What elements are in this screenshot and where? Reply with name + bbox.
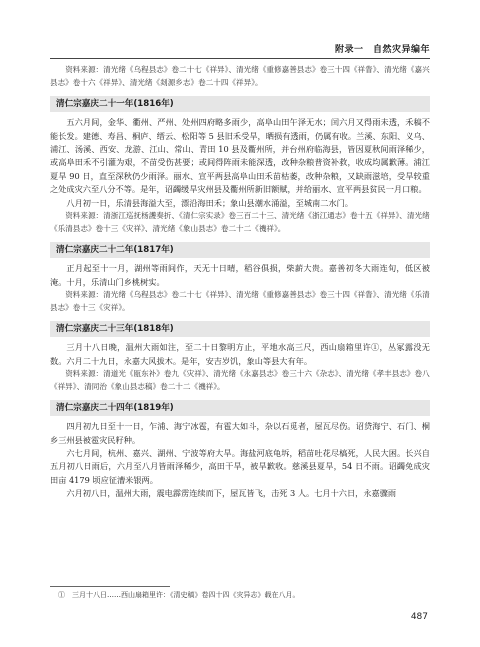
section-title: 清仁宗嘉庆二十二年(1817年) bbox=[50, 242, 430, 258]
section-title: 清仁宗嘉庆二十四年(1819年) bbox=[50, 400, 430, 416]
paragraph: 五六月间，金华、衢州、严州、处州四府略多雨少，高阜山田午泽无水；闰六月又得雨未透，禾稿不能长发。建德、寿昌、桐庐、缙云、松阳等 5 县旧禾受旱，晒损有透雨，仍属有收。兰溪、东阳、义乌、浦江、汤溪、西安、龙游、江山、常山、青田 10 县及衢州所，并台州府临海县，皆因夏秋间雨泽稀少，或高阜田禾不引灌为艰，不苗受伤甚要；或间得阵雨未能深透，改种杂粮普资补救，收成均属歉薄。浦江夏旱 90 日，直至深秋仍少雨泽。丽水、宣平两县高阜山田禾苗枯萎，改种杂粮，又缺雨滋培，受旱较重之处成灾六至八分不等。是年，诏蠲缓旱灾州县及衢州所新旧额赋，并给丽水、宣平两县贫民一月口粮。 bbox=[50, 117, 430, 195]
paragraph: 八月初一日，乐清县海溢大至，漂沿海田禾；象山县潮水涌溢，至城南二水门。 bbox=[66, 197, 353, 208]
section-title: 清仁宗嘉庆二十三年(1818年) bbox=[50, 321, 430, 337]
footnote: ① 三月十八日……西山扇箱里许：《清史稿》卷四十四《灾异志》载在八月。 bbox=[58, 591, 300, 599]
paragraph: 四月初九日至十一日，乍浦、海宁冰雹，有雹大如斗，杂以石觅者，屋瓦尽伤。诏贷海宁、石门、桐乡三州县被雹灾民籽种。 bbox=[50, 421, 430, 445]
header-rule bbox=[50, 58, 430, 59]
footnote-rule bbox=[50, 586, 170, 587]
page-number: 487 bbox=[410, 612, 428, 622]
source-note: 资料来源：清浙江巡抚杨護奏折、《清仁宗实录》卷三百二十三、清光绪《浙江通志》卷十五《祥异》、清光绪《乐清县志》卷十三《灾祥》、清光绪《象山县志》卷二十二《禨祥》。 bbox=[50, 211, 430, 233]
source-note: 资料来源：清光绪《乌程县志》卷二十七《祥异》、清光绪《重修嘉善县志》卷三十四《祥眚》、清光绪《嘉兴县志》卷十六《祥异》、清光绪《剡源乡志》卷二十四《祥异》。 bbox=[50, 65, 430, 87]
paragraph: 六七月间，杭州、嘉兴、湖州、宁波等府大旱。海盐河底龟坼，稻苗吐花尽槁死，人民大困。长兴自五月初八日雨后，六月至八月皆雨泽稀少，高田干旱，被旱歉收。慈溪县夏旱，54 日不雨。诏蠲免成灾田亩 4179 顷应征漕米银两。 bbox=[50, 448, 430, 485]
paragraph: 三月十八日晚，温州大雨如注，至二十日黎明方止，平地水高三尺，西山扇箱里许①，丛冢露没无数。六月二十九日，永嘉大风拔木。是年，安吉岁饥，象山等县大有年。 bbox=[50, 342, 430, 366]
paragraph: 六月初八日，温州大雨，震电霹雳连续而下，屋瓦皆飞，击死 3 人。七月十六日，永嘉骤雨 bbox=[66, 488, 397, 499]
paragraph: 正月起至十一月，湖州等雨间作，天无十日晴，稻谷俱损，柴薪大贵。嘉善初冬大雨连旬，低区被淹。十月，乐清山门乡桃树实。 bbox=[50, 263, 430, 287]
running-header: 附录一 自然灾异编年 bbox=[334, 45, 430, 55]
source-note: 资料来源：清道光《瓯东补》卷九《灾祥》、清光绪《永嘉县志》卷三十六《杂志》、清光绪《孝丰县志》卷八《祥异》、清同治《象山县志稿》卷二十二《禨祥》。 bbox=[50, 369, 430, 391]
main-content bbox=[50, 64, 430, 501]
section-title: 清仁宗嘉庆二十一年(1816年) bbox=[50, 96, 430, 112]
source-note: 资料来源：清光绪《乌程县志》卷二十七《祥异》、清光绪《重修嘉善县志》卷三十四《祥眚》、清光绪《乐清县志》卷十三《灾祥》。 bbox=[50, 290, 430, 312]
